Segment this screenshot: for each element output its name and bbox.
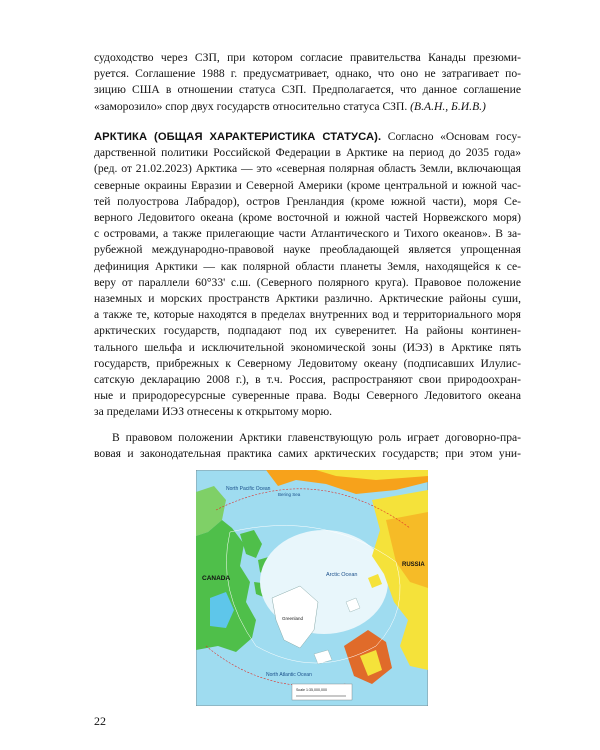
paragraph-legal-status [94,430,521,462]
map-label-arctic-ocean: Arctic Ocean [326,572,358,578]
map-label-greenland: Greenland [282,616,304,621]
text-line: а также те, которые находятся в пределах внутренних вод и территориального моря [94,308,521,322]
arctic-map [196,470,428,706]
text-fragment: Согласно «Основам госу- [387,130,521,143]
map-scale-text: Scale 1:35,000,000 [296,688,327,692]
text-line: дефиниция Арктики — как полярной области планеты Земля, находящейся к се- [94,259,521,273]
map-label-russia: RUSSIA [402,562,425,568]
text-line: с островами, а также прилегающие части Атлантического и Тихого океанов». В за- [94,227,521,241]
map-label-canada: CANADA [202,575,231,582]
map-label-bering-sea: Bering Sea [278,492,301,497]
text-line: (ред. от 21.02.2023) Арктика — это «северная полярная область Земли, включающая [94,162,521,176]
map-label-north-atlantic: North Atlantic Ocean [266,672,312,678]
text-line: тального шельфа и исключительной экономической зоны (ИЭЗ) в Арктике пять [94,340,521,354]
text-line [94,129,521,145]
text-line: В правовом положении Арктики главенствующую роль играет договорно-пра- [112,431,521,444]
paragraph-continuation [94,50,521,115]
text-line: зицию США в отношении статуса СЗП. Предполагается, что данное соглашение [94,83,521,97]
entry-heading: АРКТИКА (ОБЩАЯ ХАРАКТЕРИСТИКА СТАТУСА). [94,131,382,143]
text-line: ные и природоресурсные суверенные права. Воды Северного Ледовитого океана [94,389,521,403]
text-line: арктических государств, подпадают под их суверенитет. На районы континен- [94,324,521,338]
text-line: руется. Соглашение 1988 г. предусматривает, однако, что оно не затрагивает по- [94,67,521,81]
map-scale-box [292,684,352,700]
text-line: государств, прибрежных к Северному Ледовитому океану (подписавших Илулис- [94,356,521,370]
text-line: сатскую декларацию 2008 г.), в т.ч. Россия, распространяют свои природоохран- [94,373,521,387]
paragraph-arctic [94,129,521,421]
page-number: 22 [94,714,106,728]
text-line: дарственной политики Российской Федерации в Арктике на период до 2035 года» [94,146,521,160]
author-initials: (В.А.Н., Б.И.В.) [410,99,486,113]
text-line [94,99,521,115]
text-line: за пределами ИЭЗ отнесены к открытому морю. [94,405,333,419]
text-line: верного Ледовитого океана (кроме восточной и южной частей Норвежского моря) [94,211,521,225]
text-fragment: «заморозило» спор двух государств относительно статуса СЗП. [94,99,408,113]
map-label-north-pacific: North Pacific Ocean [226,486,271,492]
text-line: северные окраины Евразии и Северной Америки (кроме центральной и южной час- [94,178,521,192]
text-line: рубежной международно-правовой науке преобладающей является упрощенная [94,243,521,257]
text-line: наземных и морских пространств Арктики различно. Арктические районы суши, [94,292,521,306]
text-line: веру от параллели 60°33' с.ш. (Северного полярного круга). Правовое положение [94,275,521,289]
text-line: вовая и законодательная практика самих арктических государств; при этом уни- [94,447,521,461]
text-line: тей полуострова Лабрадор), остров Гренландия (кроме южной части), моря Се- [94,194,521,208]
text-line: судоходство через СЗП, при котором согласие правительства Канады презюми- [94,51,521,64]
